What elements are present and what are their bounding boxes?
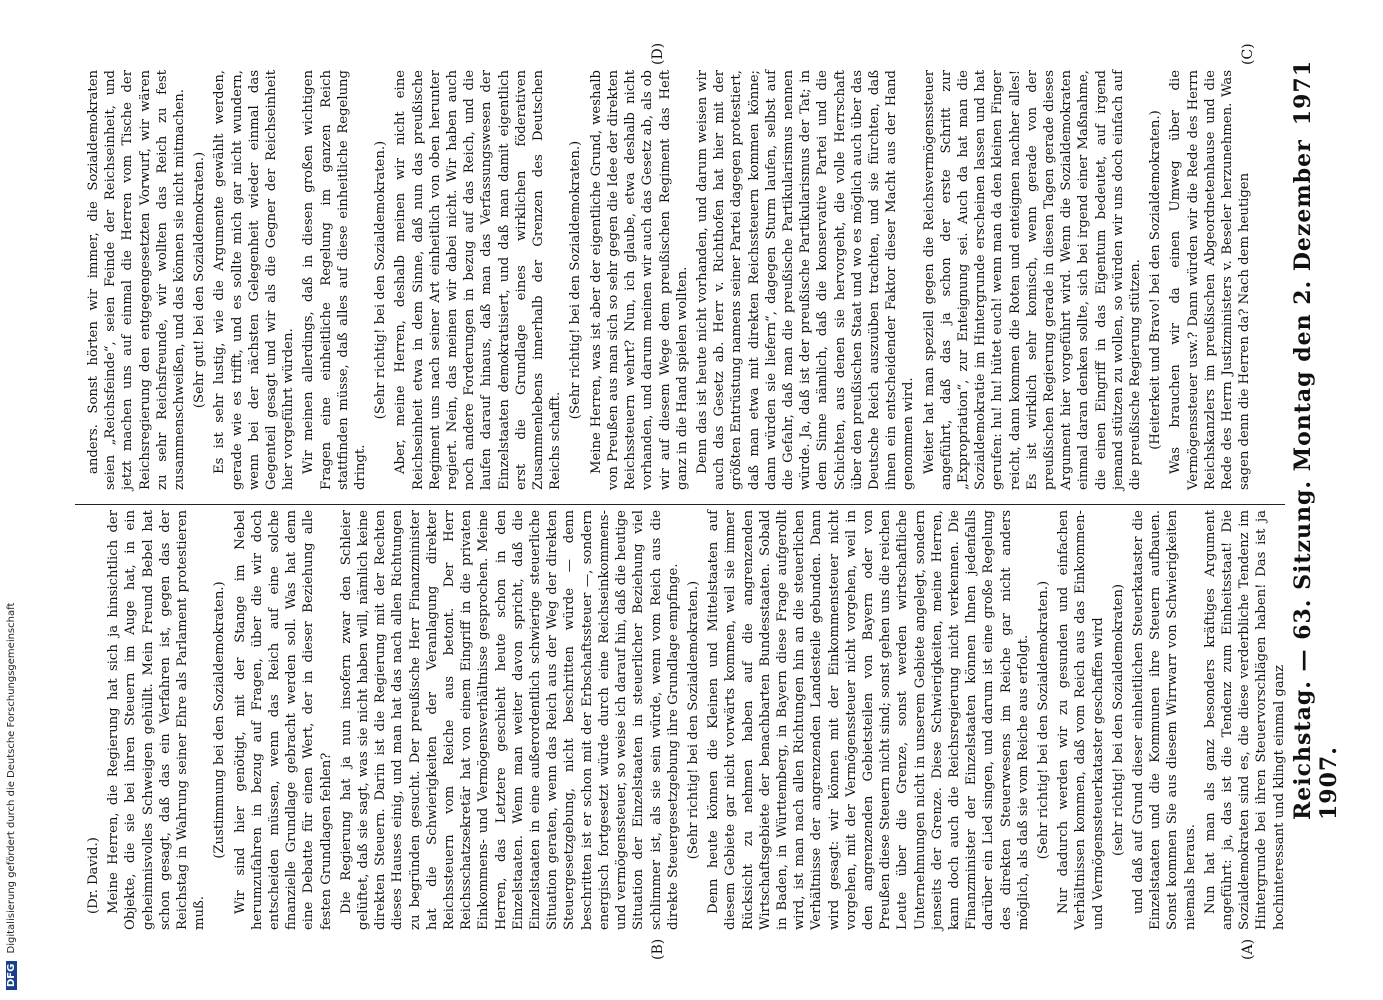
left-text-column	[85, 510, 1287, 930]
margin-marker-d: (D)	[650, 42, 666, 65]
text-paragraph: Wir sind hier genötigt, mit der Stange im Nebel herumzufahren in bezug auf Fragen, über die wir doch entscheiden müssen, wenn das Reich auf eine solche finanzielle Grundlage gebracht werden soll. Was hat denn eine Debatte für einen Wert, der in dieser Beziehung alle festen Grundlagen fehlen?	[232, 510, 334, 930]
interjection-paragraph: (Sehr richtig! bei den Sozialdemokraten.)	[1035, 580, 1051, 860]
dfg-logo: DFG	[6, 961, 17, 990]
text-paragraph: Denn das ist heute nicht vorhanden, und darum weisen wir auch das Gesetz ab. Herr v. Richthofen hat hier mit der größten Entrüstung namens seiner Partei dagegen protestiert, daß man etwa mit direkten Reichssteuern kommen könne; dann würden sie liefern“, dagegen Sturm laufen, selbst auf die Gefahr, daß man die preußische Partikularismus nennen würde. Ja, daß ist der preußische Partikularismus der Tat; in dem Sinne nämlich, daß die konservative Partei und die Schichten, aus denen sie hervorgeht, die volle Herrschaft über den preußischen Staat und wo es möglich auch über das Deutsche Reich auszuüben trachten, und sie fürchten, daß ihnen ein entscheidender Faktor dieser Macht aus der Hand genommen wird.	[694, 69, 917, 490]
interjection-paragraph: (Sehr gut! bei den Sozialdemokraten.)	[192, 151, 208, 409]
text-paragraph: Meine Herren, was ist aber der eigentliche Grund, weshalb von Preußen aus man sich so sehr gegen die Idee der direkten Reichssteuern wehrt? Nun, ich glaube, etwa deshalb nicht vorhanden, und darum meinen wir auch das Gesetz ab, als ob wir auf diesem Wege dem preußischen Regiment das Heft ganz in die Hand spielen wollten.	[588, 70, 690, 490]
page-footer	[6, 603, 17, 990]
page-header-title: Reichstag. — 63. Sitzung. Montag den 2. Dezember 1907.	[1290, 139, 1342, 820]
text-paragraph: Wir meinen allerdings, daß in diesen großen wichtigen Fragen eine einheitliche Regelung im ganzen Reich stattfinden müsse, daß alles auf diese einheitliche Regelung dringt.	[301, 70, 369, 490]
text-paragraph: Weiter hat man speziell gegen die Reichsvermögenssteuer angeführt, daß das ja schon der erste Schritt zur „Expropriation“, zur Enteignung sei. Auch da hat man die Sozialdemokratie im Hintergrunde erscheinen lassen und hat gerufen: hu! hu! hütet euch! wenn man da den kleinen Finger reicht, dann kommen die Roten und enteignen nachher alles! Es ist wirklich sehr komisch, wenn gerade von der preußischen Regierung gerade in diesen Tagen gerade dieses Argument hier vorgeführt wird. Wenn die Sozialdemokraten einmal daran denken sollte, sich bei irgend einer Maßnahme, die einen Eingriff in das Eigentum bedeutet, auf irgend jemand stützen zu wollen, so würden wir uns doch einfach auf die preußische Regierung stützen.	[921, 70, 1143, 490]
interjection-paragraph: (Zustimmung bei den Sozialdemokraten.)	[212, 581, 228, 859]
text-paragraph: Die Regierung hat ja nun insofern zwar den Schleier gelüftet, daß sie sagt, was sie nicht haben will, nämlich keine direkten Steuern. Darin ist die Regierung mit der Rechten dieses Hauses einig, und man hat das nach allen Richtungen zu begründen gesucht. Der preußische Herr Finanzminister hat die Schwierigkeiten der Veranlagung direkter Reichssteuern vom Reiche aus betont. Der Herr Reichsschatzsekretär hat von einem Eingriff in die privaten Einkommens- und Vermögensverhältnisse gesprochen. Meine Herren, das Letztere geschieht heute schon in den Einzelstaaten. Wenn man weiter davon spricht, daß die Einzelstaaten in eine außerordentlich schwierige steuerliche Situation geraten, wenn das Reich aus der Weg der direkten Steuergesetzgebung, nicht beschritten würde — denn beschritten ist er schon mit der Erbschaftssteuer —, sondern energisch fortgesetzt würde durch eine Reichseinkommens- und vermögenssteuer, so weise ich darauf hin, daß die heutige Situation der Einzelstaaten in steuerlicher Beziehung viel schlimmer ist, als sie sein würde, wenn vom Reich aus die direkte Steuergesetzgebung ihre Grundlage empfinge.	[338, 510, 681, 930]
margin-marker-c: (C)	[1240, 43, 1256, 65]
margin-marker-a: (A)	[1240, 938, 1256, 960]
footer-text: Digitalisierung gefördert durch die Deutsche Forschungsgemeinschaft	[6, 602, 17, 954]
text-paragraph: Nur dadurch werden wir zu gesunden und einfachen Verhältnissen kommen, daß vom Reich aus das Einkommen- und Vermögenssteuerkataster geschaffen wird	[1056, 510, 1106, 930]
text-paragraph: und daß auf Grund dieser einheitlichen Steuerkataster die Einzelstaaten und die Kommunen ihre Steuern aufbauen. Sonst kommen Sie aus diesem Wirrwarr von Schwierigkeiten niemals heraus.	[1130, 510, 1198, 930]
text-paragraph: Aber, meine Herren, deshalb meinen wir nicht eine Reichseinheit etwa in dem Sinne, daß nun das preußische Regiment uns nach seiner Art einheitlich von oben herunter regiert. Nein, das meinen wir dabei nicht. Wir haben auch noch andere Forderungen in bezug auf das Reich, und die laufen darauf hinaus, daß man das Verfassungswesen der Einzelstaaten demokratisiert, und daß man damit eigentlich erst die Grundlage eines wirklichen föderativen Zusammenlebens innerhalb der Grenzen des Deutschen Reichs schafft.	[393, 70, 564, 490]
interjection-paragraph: (Sehr richtig! bei den Sozialdemokraten.)	[568, 140, 584, 420]
text-paragraph: Was brauchen wir da einen Umweg über die Vermögenssteuer usw.? Dann würden wir die Rede des Herrn Reichskanzlers im preußischen Abgeordnetenhause und die Rede des Herrn Justizministers v. Beseler herzunehmen. Was sagen denn die Herren da? Nach dem heutigen	[1168, 70, 1253, 490]
interjection-paragraph: (Sehr richtig! bei den Sozialdemokraten.)	[685, 580, 701, 860]
margin-marker-b: (B)	[650, 938, 666, 960]
interjection-paragraph: (Heiterkeit und Bravo! bei den Sozialdemokraten.)	[1148, 110, 1164, 450]
text-paragraph: Nun hat man als ganz besonders kräftiges Argument angeführt: ja, das ist die Tendenz zum Einheitsstaat! Die Sozialdemokraten sind es, die diese verderbliche Tendenz im Hintergrunde bei ihren Steuervorschlägen haben! Das ist ja hochinteressant und klingt einmal ganz	[1202, 510, 1287, 930]
text-paragraph: anders. Sonst hörten wir immer, die Sozialdemokraten seien „Reichsfeinde“, seien Feinde der Reichseinheit, und jetzt machen uns auf einmal die Herren vom Tische der Reichsregierung den entgegengesetzten Vorwurf, wir wären zu sehr Reichsfreunde, wir wollten das Reich zu fest zusammenschweißen, und das können sie nicht mitmachen.	[86, 70, 188, 490]
page-number: 1971	[1290, 60, 1316, 126]
text-paragraph: Es ist sehr lustig, wie die Argumente gewählt werden, gerade wie es trifft, und es sollte mich gar nicht wundern, wenn bei der nächsten Gelegenheit wieder einmal das Gegenteil gesagt und wir als die Gegner der Reichseinheit hier vorgeführt würden.	[212, 70, 297, 490]
text-paragraph: Denn heute können die Kleinen und Mittelstaaten auf diesem Gebiete gar nicht vorwärts kommen, weil sie immer Rücksicht zu nehmen haben auf die angrenzenden Wirtschaftsgebiete der benachbarten Bundesstaaten. Sobald in Baden, in Württemberg, in Bayern diese Frage aufgerollt wird, ist man nach allen Richtungen hin an die steuerlichen Verhältnisse der angrenzenden Landesteile gebunden. Dann wird gesagt: wir können mit der Einkommensteuer nicht vorgehen, mit der Vermögenssteuer nicht vorgehen, weil in den angrenzenden Gebietsteilen von Bayern oder von Preußen diese Steuern nicht sind; sonst gehen uns die reichen Leute über die Grenze, sonst werden wirtschaftliche Unternehmungen nicht in unserem Gebiete angelegt, sondern jenseits der Grenze. Diese Schwierigkeiten, meine Herren, kann doch auch die Reichsregierung nicht verkennen. Die Finanzminister der Einzelstaaten können Ihnen jedenfalls darüber ein Lied singen, und darum ist eine große Regelung des direkten Steuerwesens im Reiche gar nicht anders möglich, als daß sie vom Reiche aus erfolgt.	[706, 510, 1031, 930]
interjection-paragraph: (sehr richtig! bei den Sozialdemokraten)	[1110, 584, 1126, 856]
text-paragraph: (Dr. David.)	[86, 837, 101, 914]
right-text-column	[85, 70, 1275, 490]
column-divider	[75, 504, 1285, 505]
interjection-paragraph: (Sehr richtig! bei den Sozialdemokraten.)	[373, 140, 389, 420]
page-header	[1290, 60, 1342, 940]
text-paragraph: Meine Herren, die Regierung hat sich ja hinsichtlich der Objekte, die sie bei ihren Steuern im Auge hat, in ein geheimnisvolles Schweigen gehüllt. Mein Freund Bebel hat schon gesagt, daß das ein Verfahren ist, gegen das der Reichstag in Wahrung seiner Ehre als Parlament protestieren muß.	[106, 510, 208, 930]
